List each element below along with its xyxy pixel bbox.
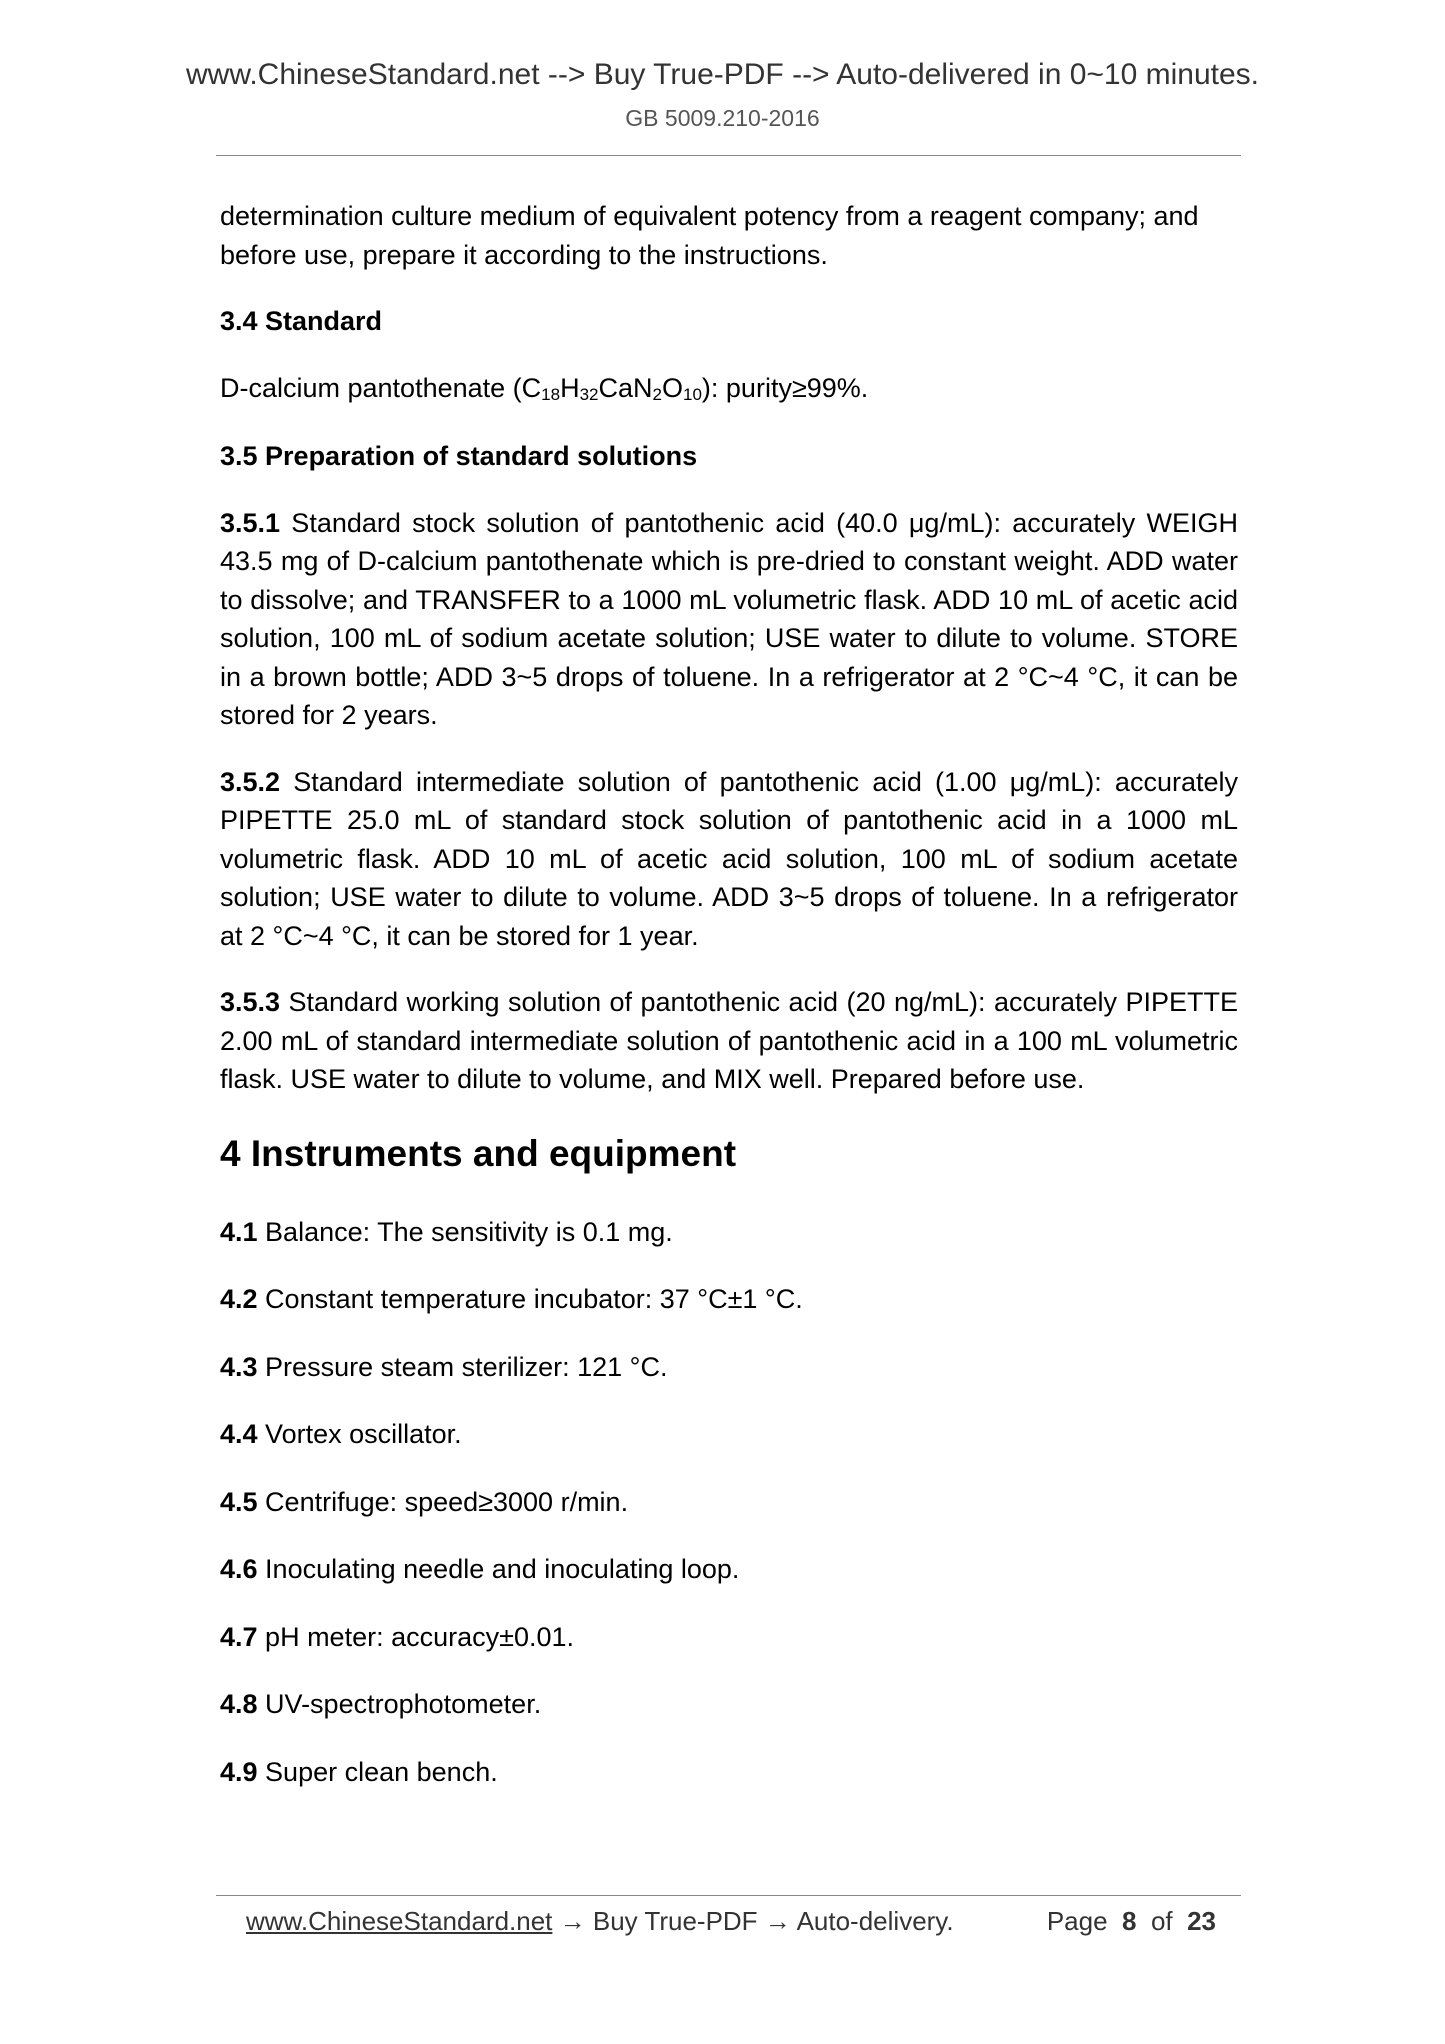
clause-number: 3.5.2 [220, 766, 281, 797]
clause-3-5-3: 3.5.3 Standard working solution of pantothenic acid (20 ng/mL): accurately PIPETTE 2.00 mL of standard intermediate solution of pantothenic acid in a 100 mL volumetric flask. USE water to dilute to volume, and MIX well. Prepared before use. [220, 987, 1238, 1094]
page-total: 23 [1187, 1906, 1216, 1936]
page-content [220, 197, 1238, 1820]
clause-3-5-2: 3.5.2 Standard intermediate solution of pantothenic acid (1.00 μg/mL): accurately PIPETTE 25.0 mL of standard stock solution of pantothenic acid in a 1000 mL volumetric flask. ADD 10 mL of acetic acid solution, 100 mL of sodium acetate solution; USE water to dilute to volume. ADD 3~5 drops of toluene. In a refrigerator at 2 °C~4 °C, it can be stored for 1 year. [220, 766, 1238, 951]
section-4-heading: 4 Instruments and equipment [220, 1132, 737, 1174]
instrument-item: 4.9 Super clean bench. [220, 1756, 498, 1787]
instrument-item: 4.3 Pressure steam sterilizer: 121 °C. [220, 1351, 668, 1382]
instrument-item: 4.2 Constant temperature incubator: 37 °C±1 °C. [220, 1284, 803, 1314]
instrument-item: 4.8 UV-spectrophotometer. [220, 1689, 542, 1719]
footer-divider [216, 1895, 1241, 1896]
intro-paragraph: determination culture medium of equivalent potency from a reagent company; and before use, prepare it according to the instructions. [220, 201, 1199, 270]
clause-3-5-1: 3.5.1 Standard stock solution of pantothenic acid (40.0 μg/mL): accurately WEIGH 43.5 mg of D-calcium pantothenate which is pre-dried to constant weight. ADD water to dissolve; and TRANSFER to a 1000 mL volumetric flask. ADD 10 mL of acetic acid solution, 100 mL of sodium acetate solution; USE water to dilute to volume. STORE in a brown bottle; ADD 3~5 drops of toluene. In a refrigerator at 2 °C~4 °C, it can be stored for 2 years. [220, 507, 1238, 730]
document-code: GB 5009.210-2016 [625, 105, 820, 131]
page-footer [246, 1906, 1216, 1937]
footer-tagline: → Buy True-PDF → Auto-delivery. [552, 1906, 954, 1936]
footer-site-link[interactable]: www.ChineseStandard.net [246, 1906, 553, 1936]
page-indicator: Page 8 of 23 [1046, 1906, 1216, 1936]
page-number: 8 [1122, 1906, 1137, 1936]
header-banner: www.ChineseStandard.net --> Buy True-PDF --> Auto-delivered in 0~10 minutes. [185, 58, 1260, 91]
section-3-4-heading: 3.4 Standard [220, 306, 383, 336]
instrument-item: 4.1 Balance: The sensitivity is 0.1 mg. [220, 1216, 673, 1247]
clause-number: 3.5.1 [220, 507, 281, 538]
header-divider [216, 155, 1241, 156]
section-3-5-heading: 3.5 Preparation of standard solutions [220, 441, 698, 471]
section-3-4-text: D-calcium pantothenate $(C_{18}H_{32}CaN_2O_{10})$: purity≥99%. [220, 372, 869, 404]
clause-number: 3.5.3 [220, 987, 281, 1017]
instrument-item: 4.7 pH meter: accuracy±0.01. [220, 1621, 574, 1652]
instrument-item: 4.5 Centrifuge: speed≥3000 r/min. [220, 1486, 629, 1517]
instrument-item: 4.4 Vortex oscillator. [220, 1419, 462, 1449]
instrument-item: 4.6 Inoculating needle and inoculating loop. [220, 1554, 740, 1584]
